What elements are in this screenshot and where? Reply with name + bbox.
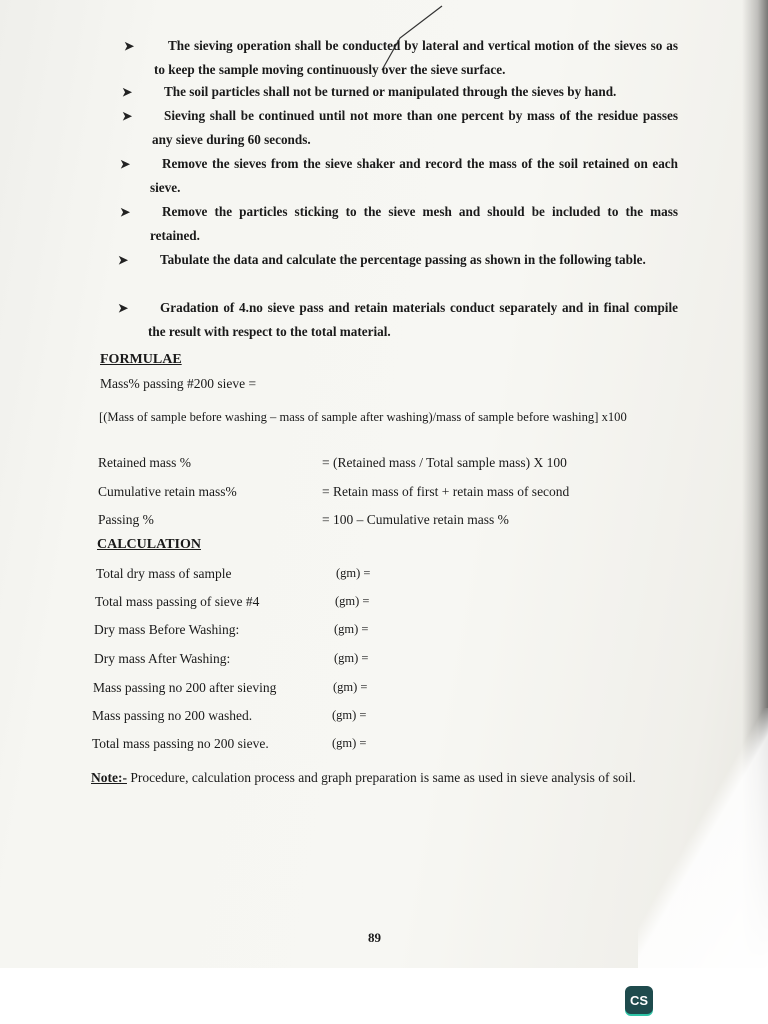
- calculation-label: Mass passing no 200 after sieving: [93, 680, 277, 695]
- formula-label: Cumulative retain mass%: [98, 484, 237, 499]
- calculation-label: Total mass passing of sieve #4: [95, 594, 260, 609]
- calculation-unit: (gm) =: [334, 651, 369, 665]
- calculation-label: Total dry mass of sample: [96, 566, 232, 581]
- page-fold-highlight: [638, 708, 768, 968]
- formula-label: Retained mass %: [98, 455, 191, 470]
- list-item: ➤ The soil particles shall not be turned or manipulated through the sieves by hand.: [152, 80, 676, 104]
- list-item: ➤ Sieving shall be continued until not more than one percent by mass of the residue passes any sieve during 60 seconds.: [152, 104, 678, 152]
- list-item: ➤ Gradation of 4.no sieve pass and retain materials conduct separately and in final compile the result with respect to the total material.: [148, 296, 678, 344]
- arrow-bullet-icon: ➤: [122, 109, 133, 123]
- arrow-bullet-icon: ➤: [120, 157, 131, 171]
- formula-expression: = 100 – Cumulative retain mass %: [322, 512, 509, 527]
- arrow-bullet-icon: ➤: [124, 39, 135, 53]
- calculation-label: Dry mass After Washing:: [94, 651, 231, 666]
- calculation-heading: CALCULATION: [97, 537, 201, 552]
- arrow-bullet-icon: ➤: [120, 205, 131, 219]
- calculation-unit: (gm) =: [333, 680, 368, 694]
- calculation-unit: (gm) =: [332, 708, 367, 722]
- mass-passing-expression: [(Mass of sample before washing – mass of sample after washing)/mass of sample before washing] x100: [99, 410, 627, 424]
- page-number: 89: [368, 930, 381, 945]
- calculation-unit: (gm) =: [336, 566, 371, 580]
- list-item: ➤ Remove the particles sticking to the sieve mesh and should be included to the mass retained.: [150, 200, 678, 248]
- calculation-label: Mass passing no 200 washed.: [92, 708, 253, 723]
- arrow-bullet-icon: ➤: [122, 85, 133, 99]
- note-text: Procedure, calculation process and graph preparation is same as used in sieve analysis of soil.: [126, 770, 636, 785]
- note-paragraph: [91, 766, 663, 790]
- formula-label: Passing %: [98, 512, 154, 527]
- calculation-label: Total mass passing no 200 sieve.: [92, 736, 269, 751]
- list-item: ➤ Remove the sieves from the sieve shaker and record the mass of the soil retained on each sieve.: [150, 152, 678, 200]
- calculation-unit: (gm) =: [335, 594, 370, 608]
- list-item: ➤ The sieving operation shall be conducted by lateral and vertical motion of the sieves so as to keep the sample moving continuously over the sieve surface.: [154, 34, 678, 82]
- calculation-unit: (gm) =: [334, 622, 369, 636]
- calculation-label: Dry mass Before Washing:: [94, 622, 240, 637]
- list-item: ➤ Tabulate the data and calculate the percentage passing as shown in the following table.: [148, 248, 678, 272]
- formula-expression: = (Retained mass / Total sample mass) X 100: [322, 455, 567, 470]
- mass-passing-label: Mass% passing #200 sieve =: [100, 376, 257, 391]
- calculation-unit: (gm) =: [332, 736, 367, 750]
- arrow-bullet-icon: ➤: [118, 253, 129, 267]
- note-label: Note:-: [91, 770, 127, 785]
- arrow-bullet-icon: ➤: [118, 301, 129, 315]
- formula-expression: = Retain mass of first + retain mass of second: [322, 484, 570, 499]
- formulae-heading: FORMULAE: [100, 352, 182, 367]
- camscanner-logo-icon: CS: [625, 986, 653, 1014]
